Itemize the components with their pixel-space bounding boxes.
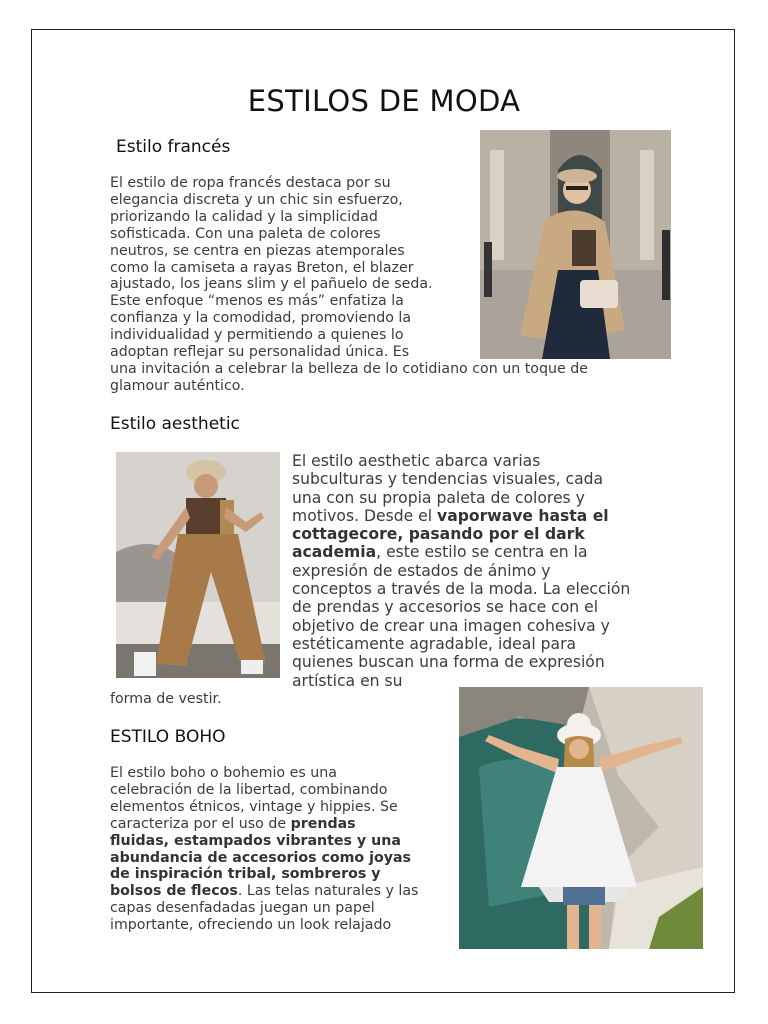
bold-text: fluidas, estampados vibrantes y una [110, 832, 401, 849]
text-line [292, 653, 630, 671]
text-run: sofisticada. Con una paleta de colores [110, 225, 381, 242]
bold-text: abundancia de accesorios como joyas [110, 849, 411, 866]
text-run: elementos étnicos, vintage y hippies. Se [110, 798, 398, 815]
text-line [292, 507, 630, 525]
text-run: glamour auténtico. [110, 377, 245, 394]
text-line [110, 765, 418, 782]
text-run: ajustado, los jeans slim y el pañuelo de seda. [110, 276, 433, 293]
bold-text: de inspiración tribal, sombreros y [110, 866, 381, 883]
text-run: caracteriza por el uso de [110, 815, 291, 832]
bold-text: academia [292, 543, 377, 562]
text-run: El estilo aesthetic abarca varias [292, 452, 541, 470]
text-run: de prendas y accesorios se hace con el [292, 598, 599, 617]
text-run: El estilo boho o bohemio es una [110, 765, 337, 781]
text-run: expresión de estados de ánimo y [292, 561, 551, 580]
section-body-boho [110, 765, 418, 934]
bold-text: prendas [290, 815, 356, 832]
text-run: El estilo de ropa francés destaca por su [110, 175, 391, 191]
text-line [110, 917, 418, 934]
text-run: priorizando la calidad y la simplicidad [110, 208, 378, 225]
text-run: una invitación a celebrar la belleza de lo cotidiano con un toque de [110, 360, 588, 377]
text-line [110, 850, 418, 867]
text-line [110, 833, 418, 850]
text-run: neutros, se centra en piezas atemporales [110, 242, 405, 259]
section-body-aesthetic [292, 452, 630, 690]
text-run: adoptan reflejar su personalidad única. Es [110, 344, 410, 361]
text-line [292, 452, 630, 470]
text-line [292, 635, 630, 653]
text-line [110, 900, 418, 917]
text-line [292, 580, 630, 598]
text-line [292, 525, 630, 543]
bold-text: cottagecore, pasando por el dark [292, 525, 585, 544]
text-run: artística en su [292, 671, 403, 690]
bold-text: bolsos de flecos [110, 883, 238, 900]
text-run: confianza y la comodidad, promoviendo la [110, 310, 412, 327]
text-line [292, 598, 630, 616]
text-line [292, 470, 630, 488]
text-line [292, 617, 630, 635]
text-line [110, 782, 418, 799]
text-run: estéticamente agradable, ideal para [292, 634, 577, 653]
section-heading-boho: ESTILO BOHO [110, 727, 226, 747]
text-line [110, 378, 588, 395]
text-run: elegancia discreta y un chic sin esfuerzo, [110, 191, 403, 208]
text-run: objetivo de crear una imagen cohesiva y [292, 616, 610, 635]
bold-text: vaporwave hasta el [437, 506, 609, 525]
photo-french-style [480, 130, 671, 359]
text-run: como la camiseta a rayas Breton, el blazer [110, 259, 414, 276]
text-run: individualidad y permitiendo a quienes lo [110, 327, 404, 344]
text-line [110, 361, 588, 378]
text-line [292, 562, 630, 580]
text-run: capas desenfadadas juegan un papel [110, 900, 375, 917]
text-run: , este estilo se centra en la [376, 543, 588, 562]
text-run: conceptos a través de la moda. La elección [292, 580, 631, 599]
photo-aesthetic-style [116, 452, 280, 678]
text-line [292, 543, 630, 561]
section-heading-french: Estilo francés [116, 137, 231, 157]
text-run: . Las telas naturales y las [237, 883, 419, 900]
section-body-aesthetic-tail: forma de vestir. [110, 691, 222, 707]
text-line [110, 799, 418, 816]
text-run: motivos. Desde el [292, 506, 438, 525]
text-line [110, 883, 418, 900]
text-line [110, 866, 418, 883]
text-run: importante, ofreciendo un look relajado [110, 917, 392, 934]
text-run: subculturas y tendencias visuales, cada [292, 470, 604, 489]
text-run: quienes buscan una forma de expresión [292, 653, 605, 672]
text-line [110, 816, 418, 833]
text-run: celebración de la libertad, combinando [110, 781, 388, 798]
photo-boho-style [459, 687, 703, 949]
page-title: ESTILOS DE MODA [247, 84, 521, 118]
text-run: una con su propia paleta de colores y [292, 488, 585, 507]
section-heading-aesthetic: Estilo aesthetic [110, 414, 240, 434]
text-run: Este enfoque “menos es más” enfatiza la [110, 293, 404, 310]
text-line [292, 489, 630, 507]
